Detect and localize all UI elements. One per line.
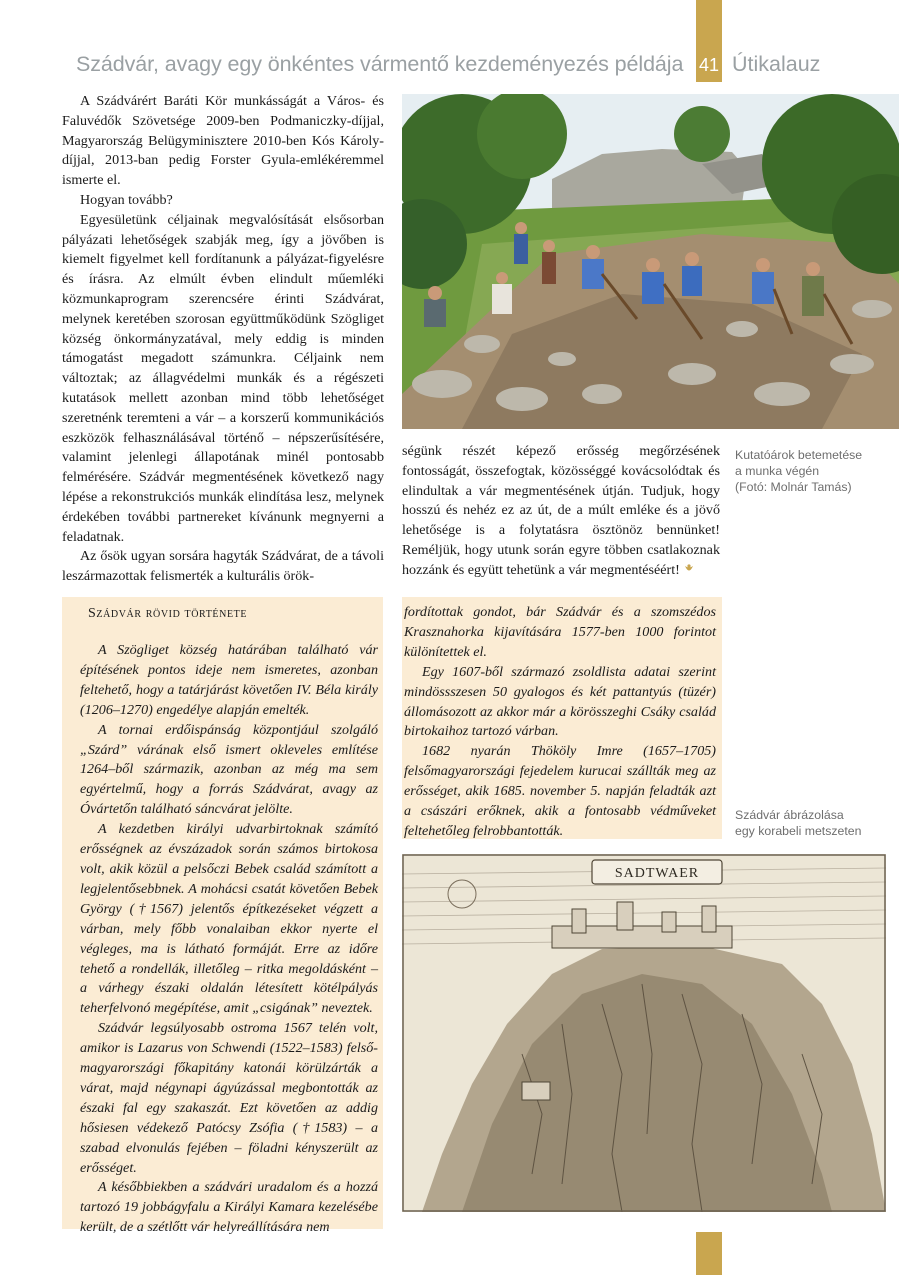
- article-right-column: [402, 442, 720, 581]
- engraving-caption: [735, 807, 895, 839]
- history-paragraph: A kezdetben királyi udvarbirtoknak számító erősségnek az évszázadok során számos birtokosa volt, akik közül a pelsőczi Bebek család számított a legjelentősebbnek. A mohácsi csatát követően Bebek György (†1567) jelentős építkezéseket végzett a várban, mely főbb vonalaiban ekkor nyerte el végleges, ma is látható formáját. Erre az időre tehető a rondellák, illetőleg – ritka megoldásként – a várhegy északi oldalán létesített kötélpályás teherfelvonó megépítése, amit „csigának” neveztek.: [80, 821, 378, 1017]
- engraving-image: [402, 854, 886, 1212]
- engraving-banner-text: SADTWAER: [614, 866, 700, 881]
- history-right-column: [404, 603, 716, 842]
- page-number: 41: [698, 55, 720, 75]
- history-paragraph: A későbbiekben a szádvári uradalom és a hozzá tartozó 19 jobbágyfalu a Királyi Kamara kezelésébe került, de a szétlőtt vár helyreállítására nem: [80, 1179, 378, 1236]
- history-paragraph: fordítottak gondot, bár Szádvár és a szomszédos Krasznahorka kijavítására 1577-ben 1000 forintot különítettek el.: [404, 604, 716, 660]
- history-paragraph: A tornai erdőispánság központjául szolgáló „Szárd” várának első ismert okleveles említése 1264–ből származik, azonban az még ma sem egyértelmű, hogy a forrás Szádvárat, avagy az Óvártetőn található sáncvárat jelölte.: [80, 721, 378, 818]
- caption-line: (Fotó: Molnár Tamás): [735, 480, 852, 494]
- history-paragraph: 1682 nyarán Thököly Imre (1657–1705) felsőmagyarországi fejedelem kurucai szállták meg az erősséget, akik 1685. november 5. napján feladták azt a császári erőknek, akik a fontosabb védműveket feltehetőleg felrobbantották.: [404, 743, 716, 839]
- caption-line: Szádvár ábrázolása: [735, 808, 844, 822]
- article-paragraph: A Szádvárért Baráti Kör munkásságát a Város- és Faluvédők Szövetsége 2009-ben Podmaniczky-díjjal, Magyarország Belügyminisztere 2010-ben Kós Károly-díjjal, 2013-ban pedig Forster Gyula-emlékéremmel ismerte el.: [62, 93, 384, 189]
- history-paragraph: A Szögliget község határában található vár építésének pontos ideje nem ismeretes, azonban feltehető, hogy a tatárjárást követően IV. Béla király (1206–1270) engedélye alapján emelték.: [80, 642, 378, 718]
- article-paragraph: Az ősök ugyan sorsára hagyták Szádvárat, de a távoli leszármazottak felismerték a kulturális örök-: [62, 548, 384, 585]
- running-title: Szádvár, avagy egy önkéntes vármentő kezdeményezés példája: [76, 52, 684, 76]
- photo-caption: [735, 447, 895, 495]
- history-paragraph: Egy 1607-ből származó zsoldlista adatai szerint mindössszesen 50 gyalogos és két pattantyús (tüzér) állomásozott az akkor már a körösszeghi Csáky család birtokaihoz tartozó várban.: [404, 663, 716, 740]
- history-left-column: [80, 641, 378, 1238]
- excavation-photo: [402, 94, 899, 429]
- end-mark-icon: [683, 562, 695, 574]
- caption-line: a munka végén: [735, 464, 820, 478]
- caption-line: egy korabeli metszeten: [735, 824, 862, 838]
- page-bottom-tab: [696, 1232, 722, 1275]
- article-paragraph: ségünk részét képező erősség megőrzésének fontosságát, összefogtak, közösséggé kovácsolódtak és elindultak a vár megmentésének útján. Tudjuk, hogy hosszú és nehéz ez az út, de a múlt emléke és a jövő lehetősége is a folytatásra ösztönöz bennünket! Reméljük, hogy utunk során egyre többen csatlakoznak hozzánk és együtt tehetünk a vár megmentéséért!: [402, 443, 720, 578]
- caption-line: Kutatóárok betemetése: [735, 448, 863, 462]
- article-left-column: [62, 92, 384, 587]
- section-name: Útikalauz: [732, 52, 821, 76]
- history-paragraph: Szádvár legsúlyosabb ostroma 1567 telén volt, amikor is Lazarus von Schwendi (1522–1583) felső-magyarországi főkapitány katonái körülzárták a várat, majd négynapi ágyúzással megbontották az északi fal egy szakaszát. Ezt követően az addig hősiesen védekező Patócsy Zsófia (†1583) – a szabad elvonulás fejében – föladni kényszerült az erősséget.: [80, 1020, 378, 1176]
- history-box-title: Szádvár rövid története: [88, 606, 248, 621]
- article-paragraph: Egyesületünk céljainak megvalósítását elsősorban pályázati lehetőségek szabják meg, így a jövőben is kiemelt figyelmet kell fordítanunk a pályázat-figyelésre és írásra. Az elmúlt évben elindult műemléki közmunkaprogram szerencsére érinti Szádvárat, melynek keretében szorosan együttműködünk Szögliget község önkormányzatával, mely eddig is minden támogatást megadott számunkra. Céljaink nem változtak; az állagvédelmi munkák és a régészeti kutatások mellett azonban mind több lehetőséget szeretnénk teremteni a vár – a korszerű kommunikációs eszközök felhasználásával történő – népszerűsítésére, valamint jelenlegi állapotának minél pontosabb felmérésére. Szádvár megmentésének következő nagy lépése a rekonstrukciós munkák elindítása lesz, melynek érdekében további partnereket kívánunk megnyerni a feladatnak.: [62, 211, 384, 545]
- article-subheading: Hogyan tovább?: [80, 191, 173, 208]
